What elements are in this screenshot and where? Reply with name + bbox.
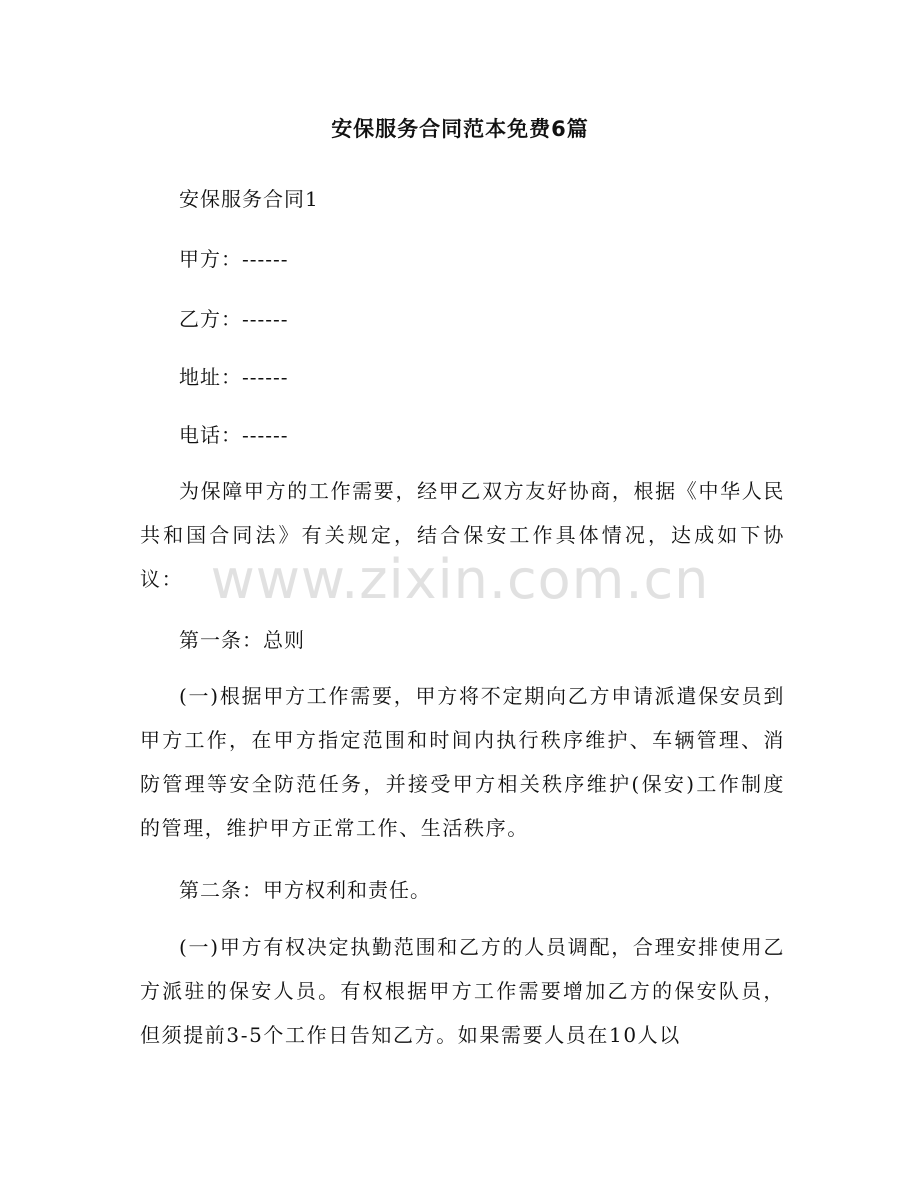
article-1-item-1: (一)根据甲方工作需要，甲方将不定期向乙方申请派遣保安员到甲方工作，在甲方指定范围和时间内执行秩序维护、车辆管理、消防管理等安全防范任务，并接受甲方相关秩序维护(保安)工作制度的管理，维护甲方正常工作、生活秩序。 [140,684,785,840]
article-1-heading: 第一条：总则 [179,628,305,652]
contract-subtitle: 安保服务合同1 [179,187,319,211]
address-line: 地址：------ [179,365,289,389]
party-b-line: 乙方：------ [179,307,289,331]
article-2-item-1: (一)甲方有权决定执勤范围和乙方的人员调配，合理安排使用乙方派驻的保安人员。有权根据甲方工作需要增加乙方的保安队员，但须提前3-5个工作日告知乙方。如果需要人员在10人以 [140,935,785,1047]
phone-line: 电话：------ [179,423,289,447]
party-a-line: 甲方：------ [179,247,289,271]
article-2-heading: 第二条：甲方权利和责任。 [179,878,431,902]
watermark-text: www.zixin.com.cn [210,548,710,611]
document-title: 安保服务合同范本免费6篇 [331,117,589,141]
intro-paragraph: 为保障甲方的工作需要，经甲乙双方友好协商，根据《中华人民共和国合同法》有关规定，结合保安工作具体情况，达成如下协议： [140,479,785,591]
